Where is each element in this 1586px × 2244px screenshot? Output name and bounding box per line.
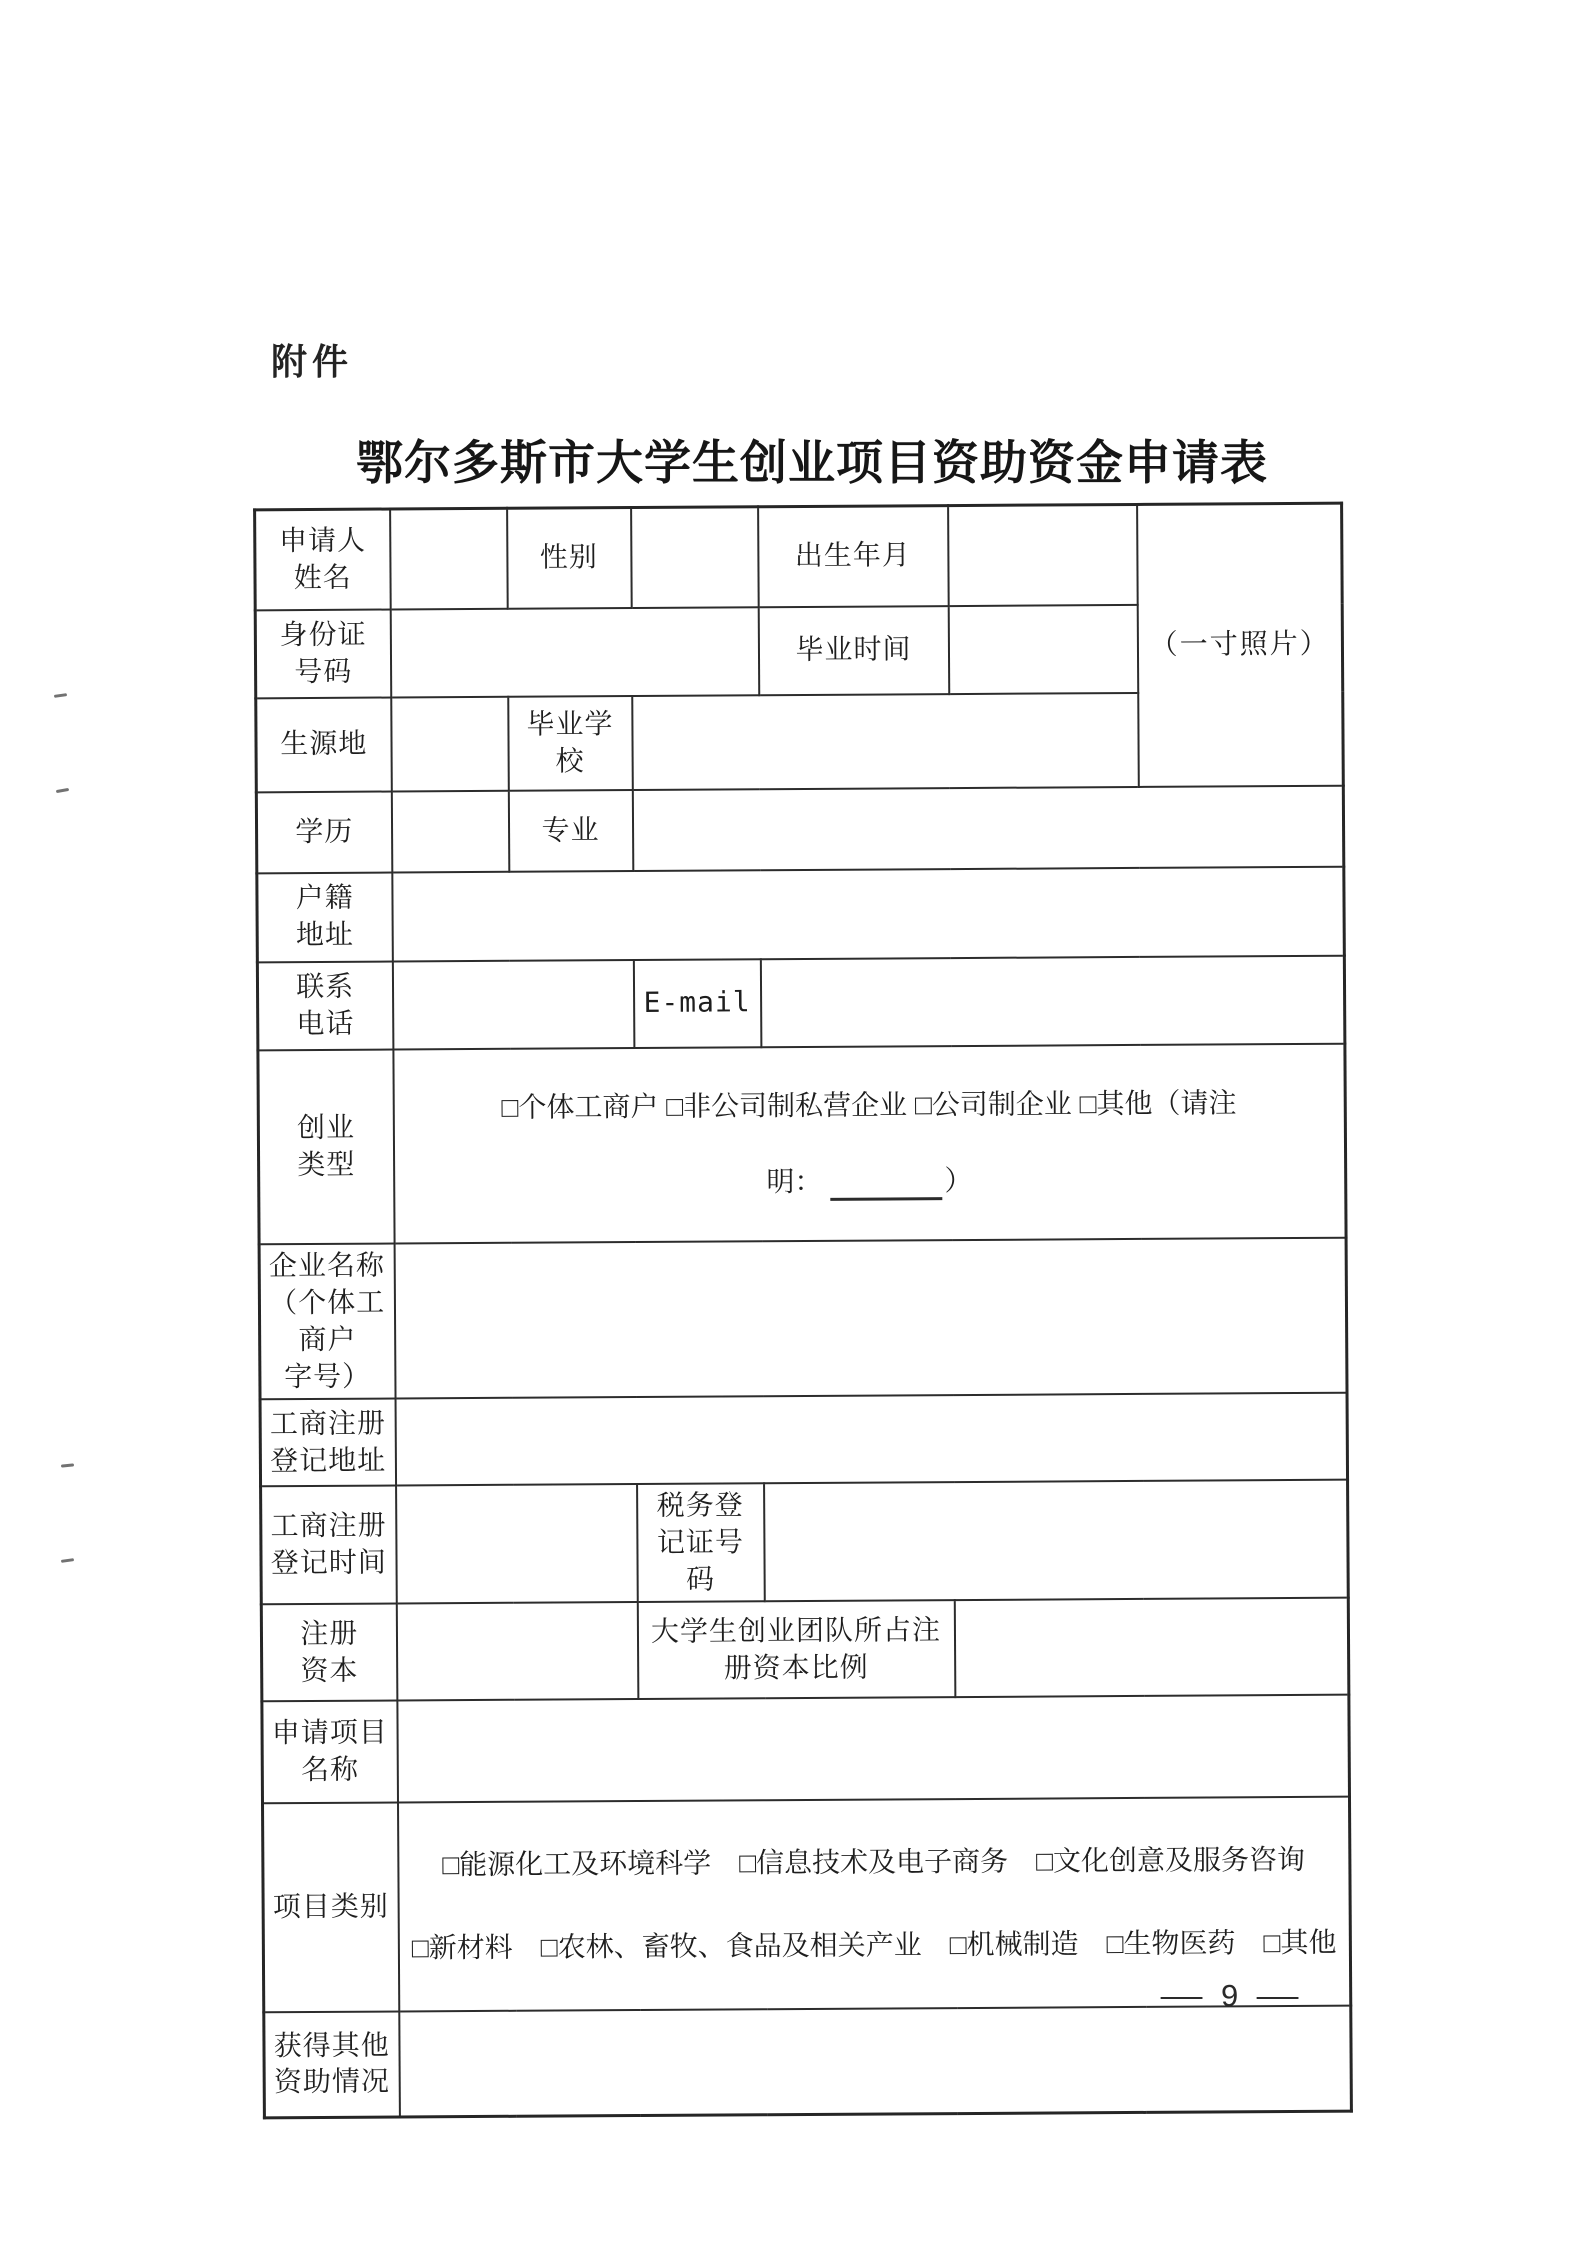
row-registration-address — [260, 1393, 1348, 1487]
business-type-options — [393, 1043, 1346, 1244]
label-other-funding: 获得其他 资助情况 — [264, 2012, 400, 2118]
page-number — [1160, 1978, 1299, 2014]
business-type-blank-line — [830, 1172, 942, 1202]
row-registered-capital — [261, 1598, 1349, 1702]
row-applicant — [255, 503, 1343, 610]
field-origin-place — [391, 696, 509, 791]
field-birth-date — [948, 504, 1138, 605]
page-number-right-dash: — — [1256, 1978, 1299, 2013]
field-company-name — [394, 1238, 1347, 1399]
label-registration-time: 工商注册 登记时间 — [261, 1486, 397, 1605]
page-number-value: 9 — [1221, 1978, 1239, 2013]
business-type-options-line1: □个体工商户 □非公司制私营企业 □公司制企业 □其他（请注 — [501, 1087, 1237, 1124]
label-company-name: 企业名称 （个体工 商户 字号） — [259, 1244, 395, 1400]
field-major — [632, 785, 1343, 870]
field-applicant-name — [390, 508, 508, 609]
label-birth-date: 出生年月 — [758, 506, 949, 607]
application-form-table — [253, 502, 1353, 2119]
field-other-funding — [399, 2006, 1352, 2117]
scan-artifact-dash — [61, 1463, 74, 1467]
row-household-address — [257, 866, 1345, 962]
row-other-funding — [264, 2006, 1352, 2118]
business-type-options-line2 — [399, 1159, 1341, 1204]
label-registration-address: 工商注册 登记地址 — [260, 1399, 396, 1487]
row-contact — [257, 955, 1345, 1050]
scan-artifact-dash — [61, 1558, 74, 1563]
label-email: E-mail — [633, 959, 761, 1048]
row-project-name — [262, 1695, 1350, 1804]
label-business-type: 创业 类型 — [258, 1049, 394, 1245]
business-type-note-suffix: ） — [944, 1165, 973, 1197]
field-education — [391, 790, 508, 872]
label-origin-place: 生源地 — [256, 697, 392, 792]
form-title: 鄂尔多斯市大学生创业项目资助资金申请表 — [356, 436, 1268, 489]
field-email — [760, 955, 1345, 1047]
label-graduation-time: 毕业时间 — [758, 606, 949, 695]
label-education: 学历 — [256, 791, 391, 873]
field-team-capital-ratio — [954, 1598, 1349, 1697]
project-category-options-line2: □新材料 □农林、畜牧、食品及相关产业 □机械制造 □生物医药 □其他 — [411, 1927, 1337, 1964]
field-household-address — [392, 866, 1345, 961]
field-registered-capital — [396, 1602, 638, 1700]
field-registration-address — [395, 1393, 1348, 1486]
row-business-type — [258, 1043, 1346, 1244]
label-graduation-school: 毕业学 校 — [508, 696, 633, 791]
field-contact-phone — [392, 960, 634, 1049]
field-gender — [631, 507, 759, 608]
label-registered-capital: 注册 资本 — [261, 1604, 397, 1702]
field-project-name — [397, 1695, 1350, 1803]
field-id-number — [390, 607, 759, 697]
attachment-label: 附件 — [271, 341, 354, 382]
label-gender: 性别 — [507, 508, 632, 609]
row-company-name — [259, 1238, 1347, 1400]
scan-artifact-dash — [56, 788, 69, 793]
field-graduation-school — [632, 692, 1139, 789]
label-tax-registration-number: 税务登 记证号 码 — [637, 1484, 765, 1603]
field-registration-time — [396, 1484, 638, 1603]
label-household-address: 户籍 地址 — [257, 872, 393, 962]
label-id-number: 身份证 号码 — [255, 609, 391, 698]
field-graduation-time — [948, 604, 1138, 693]
photo-placeholder: （一寸照片） — [1137, 503, 1344, 786]
scan-artifact-dash — [54, 693, 67, 698]
row-education — [256, 785, 1343, 873]
label-major: 专业 — [508, 790, 632, 872]
business-type-note-prefix: 明： — [766, 1166, 823, 1198]
label-project-category: 项目类别 — [263, 1803, 399, 2013]
field-tax-registration-number — [764, 1480, 1349, 1602]
page-number-left-dash: — — [1160, 1978, 1203, 2013]
label-applicant-name: 申请人 姓名 — [255, 509, 391, 610]
label-contact-phone: 联系 电话 — [257, 961, 393, 1050]
label-project-name: 申请项目 名称 — [262, 1701, 398, 1804]
project-category-options-line1: □能源化工及环境科学 □信息技术及电子商务 □文化创意及服务咨询 — [442, 1844, 1306, 1881]
row-registration-time — [261, 1480, 1349, 1605]
label-team-capital-ratio: 大学生创业团队所占注 册资本比例 — [637, 1600, 955, 1699]
